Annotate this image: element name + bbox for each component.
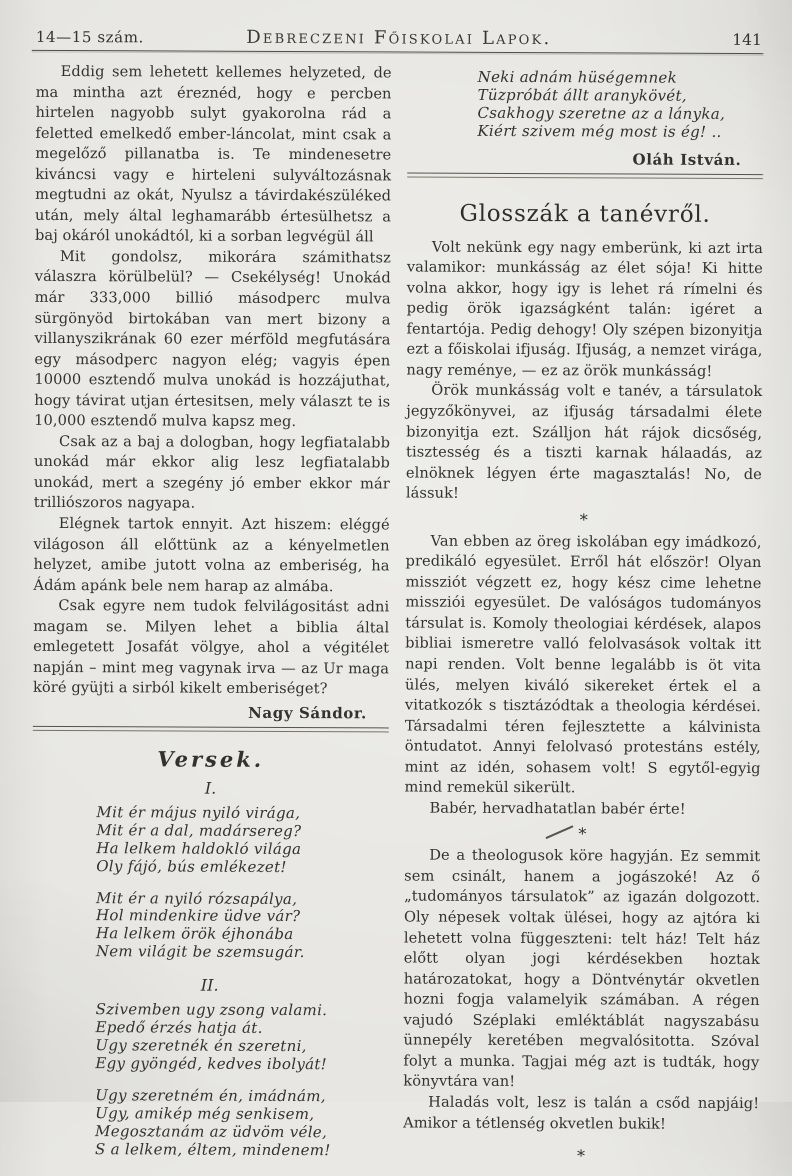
article-paragraph: Haladás volt, lesz is talán a csőd napjáig! Amikor a tétlenség okvetlen bukik! xyxy=(403,1093,760,1133)
section-divider xyxy=(407,172,763,179)
page-number: 141 xyxy=(732,30,762,50)
asterisk-separator xyxy=(404,824,760,845)
column-layout xyxy=(0,51,792,1176)
poem-stanza: Mit ér május nyiló virága, Mit ér a dal, madársereg? Ha lelkem haldokló világa Oly fájó, bús emlékezet! xyxy=(96,803,302,876)
poem-stanza: Szivemben ugy zsong valami. Epedő érzés hatja át. Ugy szeretnék én szeretni, Egy gyöngéd, kedves ibolyát! xyxy=(95,1000,328,1074)
article-paragraph: Babér, hervadhatatlan babér érte! xyxy=(429,799,686,818)
issue-number: 14—15 szám. xyxy=(35,27,144,47)
journal-title: Debreczeni Főiskolai Lapok. xyxy=(246,26,552,50)
poem-stanza: Ugy szeretném én, imádnám, Ugy, amikép még senkisem, Megosztanám az üdvöm véle, S a lelkem, éltem, mindenem! xyxy=(94,1085,331,1159)
article-paragraph: Eddig sem lehetett kellemes helyzeted, de ma mintha azt éreznéd, hogy e percben hirtelen nagyobb sulyt gyakorolna rád a feletted emelkedő ember-láncolat, mint csak a megelőző pillanatba is. Te mindenesetre kiváncsi vagy e hirteleni sulyváltozásnak megtudni az okát, Nyulsz a távirdakészüléked után, mely által leghamarább értesülhetsz a baj okáról unokádtól, ki a sorban legvégül áll xyxy=(34,63,392,246)
article-paragraph: De a theologusok köre hagyján. Ez semmit sem csinált, hanem a jogászoké! Az ő „tudományos társulatok” az igazán dolgozott. Oly népesek voltak ülései, hogy az ajtóra ki lehetett volna függeszteni: telt ház! Telt ház előtt olyan jogi kérdésekben hoztak határozatokat, hogy a Döntvénytár okvetlen hozni fogja valamelyik számában. A régen vajudó Széplaki emléktáblát nagyszabásu ünnepély keretében megvalósitotta. Szóval folyt a munka. Tagjai még azt is tudták, hogy könyvtára van! xyxy=(403,847,761,1091)
asterisk-separator xyxy=(403,1146,759,1167)
article-paragraph: Elégnek tartok ennyit. Azt hiszem: eléggé világoson áll előttünk az a kényelmetlen helyzet, amibe jutott volna az emberiség, ha Ádám apánk bele nem harap az almába. xyxy=(33,515,390,595)
article-paragraph: Van ebben az öreg iskolában egy imádkozó, predikáló egyesület. Erről hát először! Olyan missziót végzett ez, hogy kész cime lehetne missziói egyesület. De valóságos tudományos társulat is. Komoly theologiai kérdések, alapos bibliai ismeretre valló felolvasások voltak itt napi renden. Volt benne legalább is öt vita ülés, melyen kiváló sikereket értek el a vitatkozók s tisztázódtak a theologia kérdései. Társadalmi téren fejlesztette a kálvinista öntudatot. Annyi felolvasó protestáns estély, mint az idén, sohasem volt! S egytől-egyig mind remekül sikerült. xyxy=(404,532,762,797)
author-signature: Oláh István. xyxy=(632,150,742,169)
section-divider xyxy=(33,726,389,733)
asterisk-glyph: * xyxy=(578,824,587,844)
right-column xyxy=(403,64,764,1176)
article-paragraph: Csak az a baj a dologban, hogy legfiatalabb unokád már ekkor alig lesz legfiatalabb unokád, mert a szegény jó ember ekkor már trilliószoros nagyapa. xyxy=(33,432,391,513)
asterisk-separator xyxy=(406,509,762,530)
author-signature: Nagy Sándor. xyxy=(248,703,367,723)
asterisk-glyph: * xyxy=(579,510,588,530)
article-title: Glosszák a tanévről. xyxy=(459,200,711,228)
article-paragraph: Örök munkásság volt e tanév, a társulatok jegyzőkönyvei, az ifjuság társadalmi élete bizonyitja ezt. Szálljon hát rájok dicsőség, tisztesség és a tiszti karnak hálaadás, az elnöknek légyen érte magasztalás! No, de lássuk! xyxy=(405,382,763,502)
article-paragraph: Csak egyre nem tudok felvilágositást adni magam se. Milyen lehet a biblia által emlegetett Josafát völgye, ahol a végitélet napján – mint meg vagynak irva — az Ur maga köré gyüjti a sirból kikelt emberiséget? xyxy=(32,597,390,698)
poems-section-title: Versek. xyxy=(157,746,265,772)
left-column xyxy=(31,62,392,1174)
poem-stanza: Mit ér a nyiló rózsapálya, Hol mindenkire üdve vár? Ha lelkem örök éjhonába Nem világit be szemsugár. xyxy=(95,888,305,962)
poem-part-numeral: II. xyxy=(200,975,219,995)
article-paragraph: Volt nekünk egy nagy emberünk, ki azt irta valamikor: munkásság az élet sója! Ki hitte volna akkor, hogy igy is lehet rá rímelni és pedig örök igazságként talán: igéret a fentartója. Pedig dehogy! Oly szépen bizonyitja ezt a főiskolai ifjuság. Ifjuság, a nemzet virága, nagy reménye, — ez az örök munkásság! xyxy=(406,238,763,380)
poem-stanza: Neki adnám hüségemnek Tüzpróbát állt aranykövét, Csakhogy szeretne az a lányka, Kiért szivem még most is ég! .. xyxy=(477,67,726,141)
article-paragraph: Mit gondolsz, mikorára számithatsz válaszra körülbelül? — Csekélység! Unokád már 333,000 billió másodperc mulva sürgönyöd birtokában van mert bizony a villanyszikrának 60 ezer mérföld megfutására egy másodperc nagyon elég; vagyis épen 10000 esztendő mulva unokád is hozzájuthat, hogy távirat utjan értesitsen, mely választ te is 10,000 esztendő mulva kapsz meg. xyxy=(34,247,391,431)
masthead xyxy=(0,0,792,50)
asterisk-glyph: * xyxy=(576,1146,586,1166)
poem-part-numeral: I. xyxy=(204,778,217,798)
